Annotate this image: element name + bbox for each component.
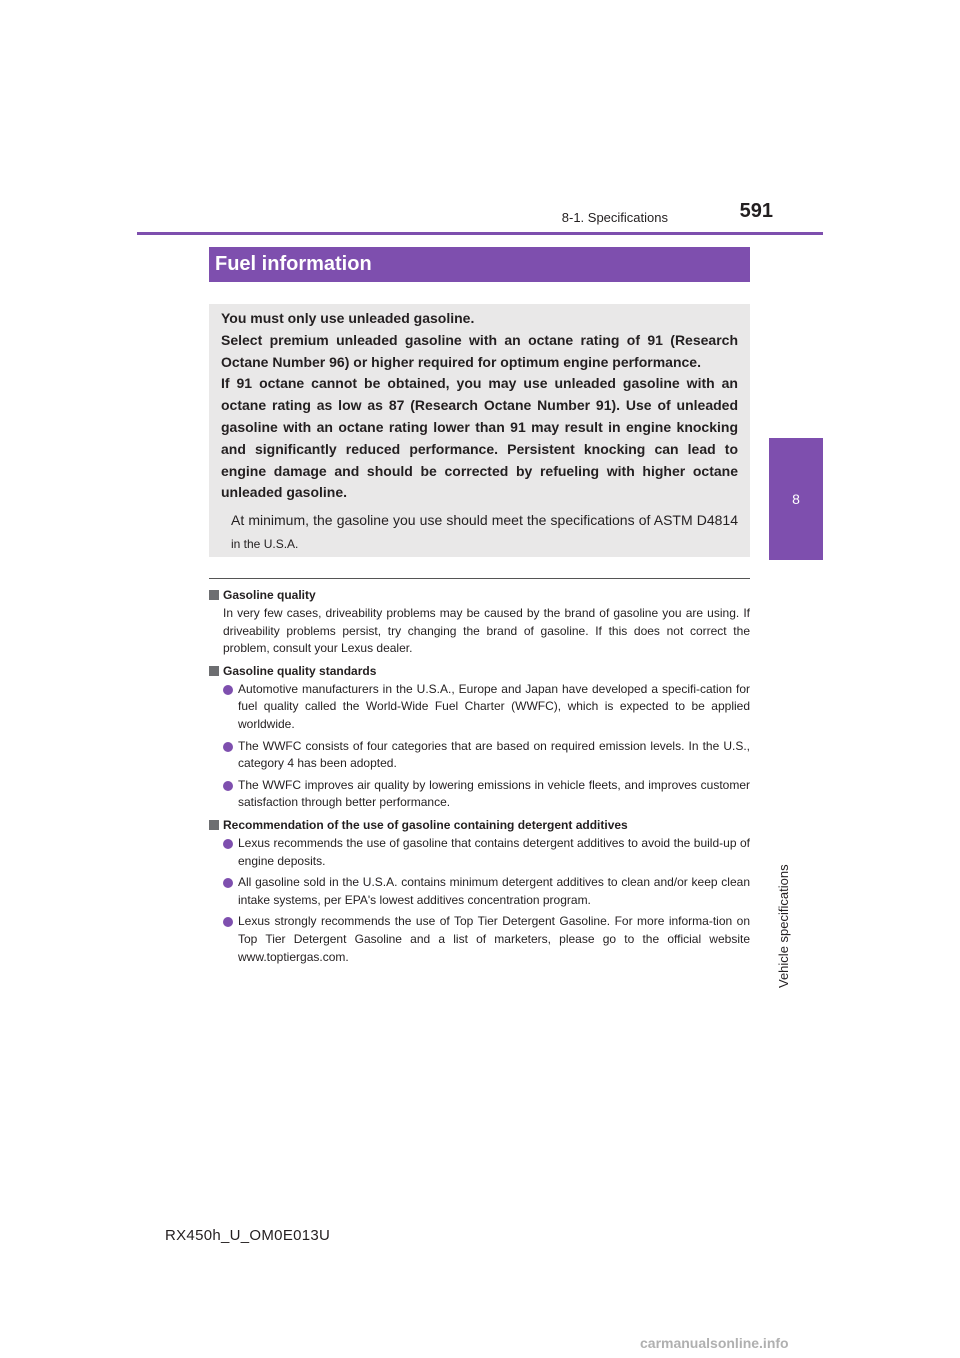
list-item <box>209 913 750 966</box>
circle-bullet-icon <box>223 742 233 752</box>
list-item-text: All gasoline sold in the U.S.A. contains minimum detergent additives to clean and/or keep clean intake systems, per EPA's lowest additives concentration program. <box>238 875 750 907</box>
header-rule <box>137 232 823 235</box>
notice-line: If 91 octane cannot be obtained, you may use unleaded gasoline with an octane rating as low as 87 (Research Octane Number 91). Use of unleaded gasoline with an octane rating lower than 91 may result in engine knocking and significantly reduced performance. Persistent knocking can lead to engine damage and should be corrected by refueling with higher octane unleaded gasoline. <box>221 375 738 501</box>
model-code: RX450h_U_OM0E013U <box>165 1227 331 1244</box>
list-item-text: The WWFC consists of four categories that are based on required emission levels. In the U.S., category 4 has been adopted. <box>238 738 750 771</box>
section-heading-text: Recommendation of the use of gasoline containing detergent additives <box>223 817 628 832</box>
list-item <box>209 681 750 734</box>
page-number: 591 <box>739 200 773 222</box>
notice-line: You must only use unleaded gasoline. <box>221 310 475 326</box>
section-label: 8-1. Specifications <box>561 210 668 225</box>
circle-bullet-icon <box>223 878 233 888</box>
section-paragraph: In very few cases, driveability problems may be caused by the brand of gasoline you are using. If driveability problems persist, try changing the brand of gasoline. If this does not correct the problem, consult your Lexus dealer. <box>223 606 750 656</box>
notice-note <box>221 510 738 555</box>
chapter-label: Vehicle specifications <box>776 864 791 988</box>
content <box>209 586 750 970</box>
section-heading <box>209 662 750 681</box>
square-bullet-icon <box>209 666 219 676</box>
page-title <box>209 247 750 282</box>
chapter-tab[interactable]: 8 <box>769 438 823 560</box>
section-detergent-additives <box>209 816 750 966</box>
list-item <box>209 835 750 870</box>
notice-line: Select premium unleaded gasoline with an octane rating of 91 (Research Octane Number 96) or higher required for optimum engine performance. <box>221 331 738 370</box>
list-item-text: Lexus strongly recommends the use of Top Tier Detergent Gasoline. For more informa-tion on Top Tier Detergent Gasoline and a list of marketers, please go to the official website www.toptiergas.com. <box>238 914 750 964</box>
list-item-text: Automotive manufacturers in the U.S.A., Europe and Japan have developed a specifi-cation for fuel quality called the World-Wide Fuel Charter (WWFC), which is expected to be applied worldwide. <box>238 681 750 731</box>
list-item <box>209 874 750 909</box>
notice-note-small: in the U.S.A. <box>231 536 299 551</box>
circle-bullet-icon <box>223 685 233 695</box>
section-heading-text: Gasoline quality <box>223 588 316 602</box>
section-heading <box>209 586 750 605</box>
square-bullet-icon <box>209 590 219 600</box>
list-item <box>209 777 750 812</box>
list-item-text: The WWFC improves air quality by lowering emissions in vehicle fleets, and improves customer satisfaction through better performance. <box>238 777 750 810</box>
page-title-text: Fuel information <box>215 253 372 275</box>
list-item <box>209 738 750 773</box>
square-bullet-icon <box>209 820 219 830</box>
circle-bullet-icon <box>223 917 233 927</box>
circle-bullet-icon <box>223 839 233 849</box>
section-divider <box>209 578 750 579</box>
section-heading <box>209 816 750 835</box>
section-heading-text: Gasoline quality standards <box>223 663 377 678</box>
circle-bullet-icon <box>223 781 233 791</box>
watermark: carmanualsonline.info <box>640 1335 789 1351</box>
list-item-text: Lexus recommends the use of gasoline that contains detergent additives to avoid the build-up of engine deposits. <box>238 835 750 868</box>
notice-note-main: At minimum, the gasoline you use should meet the specifications of ASTM D4814 <box>231 512 738 529</box>
section-gasoline-quality <box>209 586 750 658</box>
notice-box <box>209 304 750 557</box>
section-quality-standards <box>209 662 750 812</box>
